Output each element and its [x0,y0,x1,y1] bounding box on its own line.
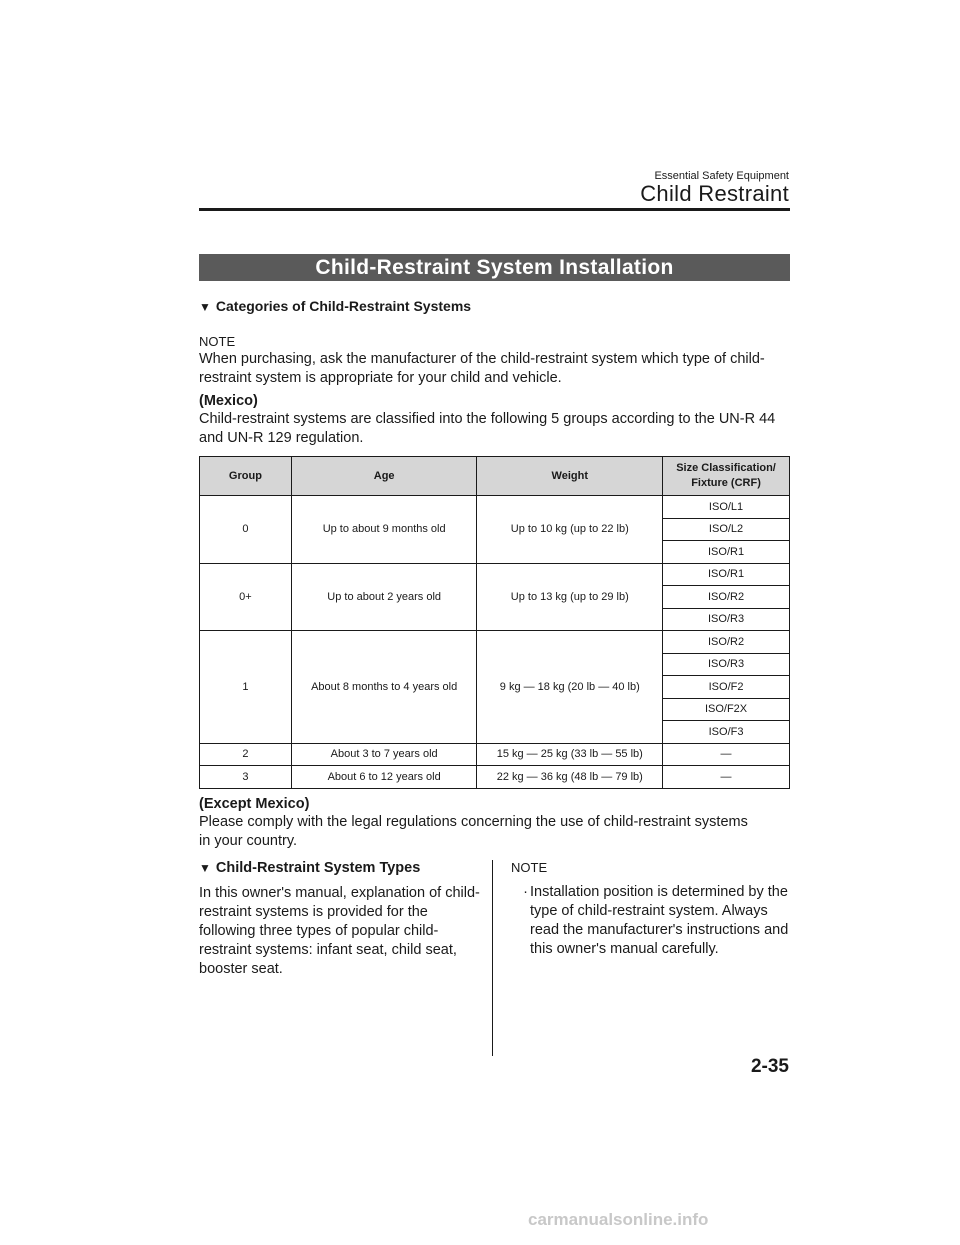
weight-cell [477,631,663,654]
header-weight: Weight [477,457,663,496]
group-cell [200,496,292,519]
table-row [200,766,790,789]
age-cell [291,496,477,519]
left-column [199,860,484,979]
group-cell [200,563,292,586]
size-cell: — [663,766,790,789]
size-cell: ISO/F2X [663,698,790,721]
group-cell [200,541,292,564]
age-cell: About 8 months to 4 years old [291,676,477,699]
table-row [200,698,790,721]
subheading-types-text: Child-Restraint System Types [215,860,421,876]
header-age: Age [291,457,477,496]
header-size-line2: Fixture (CRF) [691,477,761,489]
right-column [511,860,790,959]
group-cell [200,608,292,631]
subheading-types [199,860,484,876]
triangle-bullet-icon: ▼ [199,861,211,875]
group-cell [200,631,292,654]
size-cell: ISO/R3 [663,608,790,631]
size-cell: ISO/F3 [663,721,790,744]
weight-cell [477,563,663,586]
group-cell [200,698,292,721]
table-row [200,608,790,631]
column-divider [492,860,493,1056]
table-header-row [200,457,790,496]
section-title-bar [199,254,790,281]
weight-cell [477,653,663,676]
age-cell: Up to about 9 months old [291,518,477,541]
mexico-label: (Mexico) [199,393,258,409]
age-cell [291,698,477,721]
note2-label: NOTE [511,860,548,875]
group-cell: 1 [200,676,292,699]
table-row [200,631,790,654]
size-cell: ISO/R1 [663,541,790,564]
table-row [200,676,790,699]
header-section: Essential Safety Equipment [654,170,789,182]
age-cell [291,563,477,586]
age-cell [291,721,477,744]
size-cell: ISO/R3 [663,653,790,676]
weight-cell: 15 kg — 25 kg (33 lb — 55 lb) [477,743,663,766]
watermark: carmanualsonline.info [528,1210,709,1229]
age-cell [291,631,477,654]
age-cell: About 3 to 7 years old [291,743,477,766]
table-row [200,518,790,541]
except-mexico-label: (Except Mexico) [199,796,310,812]
age-cell [291,653,477,676]
table-row [200,721,790,744]
table-row [200,563,790,586]
group-cell [200,721,292,744]
header-size-line1: Size Classification/ [676,462,776,474]
except-mexico-text: Please comply with the legal regulations concerning the use of child-restraint systems in your country. [199,814,748,849]
section-title: Child-Restraint System Installation [315,255,674,279]
note2-bullet-item [511,883,790,959]
age-cell [291,541,477,564]
size-cell: ISO/L2 [663,518,790,541]
group-cell: 0 [200,518,292,541]
group-cell [200,653,292,676]
bullet-dot-icon: · [523,884,528,900]
size-cell: ISO/L1 [663,496,790,519]
note-label: NOTE [199,334,236,349]
subheading-categories-text: Categories of Child-Restraint Systems [215,298,472,314]
weight-cell [477,608,663,631]
group-cell: 3 [200,766,292,789]
age-cell: About 6 to 12 years old [291,766,477,789]
subheading-categories [199,298,471,314]
group-cell: 0+ [200,586,292,609]
age-cell: Up to about 2 years old [291,586,477,609]
group-cell: 2 [200,743,292,766]
header-group: Group [200,457,292,496]
size-cell: ISO/R2 [663,586,790,609]
weight-cell [477,698,663,721]
table-row [200,586,790,609]
weight-cell [477,496,663,519]
size-cell: ISO/F2 [663,676,790,699]
table-row [200,743,790,766]
header-size-classification [663,457,790,496]
weight-cell: 22 kg — 36 kg (48 lb — 79 lb) [477,766,663,789]
size-cell: — [663,743,790,766]
page-number: 2-35 [750,1056,789,1077]
triangle-bullet-icon: ▼ [199,300,211,314]
size-cell: ISO/R2 [663,631,790,654]
weight-cell: 9 kg — 18 kg (20 lb — 40 lb) [477,676,663,699]
weight-cell: Up to 13 kg (up to 29 lb) [477,586,663,609]
note-text: When purchasing, ask the manufacturer of the child-restraint system which type of child-restraint system is appropriate for your child and vehicle. [199,351,765,386]
header-rule [199,208,790,211]
header-chapter-title: Child Restraint [640,181,789,206]
weight-cell: Up to 10 kg (up to 22 lb) [477,518,663,541]
child-restraint-group-table [199,456,790,789]
table-row [200,541,790,564]
note2-text: Installation position is determined by the type of child-restraint system. Always read the manufacturer's instructions and this owner's manual carefully. [530,884,789,957]
mexico-text: Child-restraint systems are classified into the following 5 groups according to the UN-R 44 and UN-R 129 regulation. [199,411,776,446]
types-text: In this owner's manual, explanation of child-restraint systems is provided for the following three types of popular child-restraint systems: infant seat, child seat, booster seat. [199,885,480,977]
size-cell: ISO/R1 [663,563,790,586]
table-row [200,496,790,519]
age-cell [291,608,477,631]
weight-cell [477,721,663,744]
weight-cell [477,541,663,564]
table-row [200,653,790,676]
